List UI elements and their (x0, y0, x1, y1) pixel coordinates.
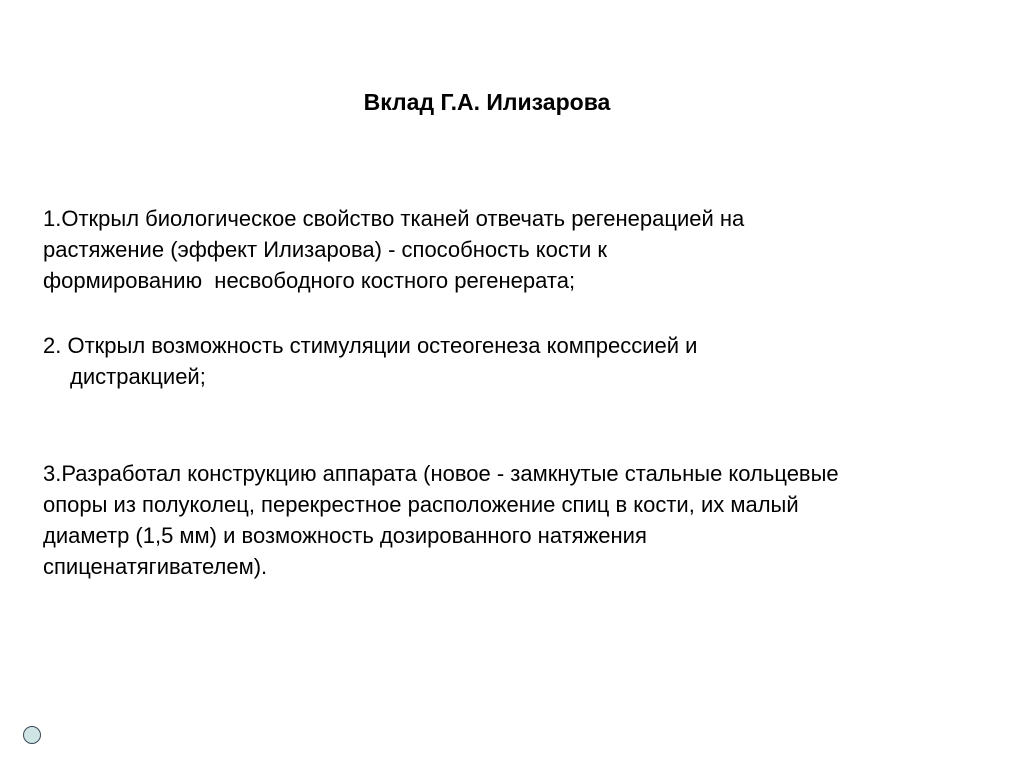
item-2-line: дистракцией; (70, 364, 206, 389)
item-3-line: диаметр (1,5 мм) и возможность дозированного натяжения (43, 523, 647, 548)
item-1-line: растяжение (эффект Илизарова) - способность кости к (43, 237, 608, 262)
item-2 (43, 330, 993, 392)
item-1-line: 1.Открыл биологическое свойство тканей отвечать регенерацией на (43, 206, 745, 231)
slide-title: Вклад Г.А. Илизарова (363, 89, 611, 115)
item-3 (43, 458, 993, 582)
item-1 (43, 203, 993, 296)
item-1-line: формированию несвободного костного регенерата; (43, 268, 576, 293)
item-3-line: опоры из полуколец, перекрестное расположение спиц в кости, их малый (43, 492, 799, 517)
item-2-line: 2. Открыл возможность стимуляции остеогенеза компрессией и (43, 333, 698, 358)
item-3-line: спиценатягивателем). (43, 554, 268, 579)
nav-circle-icon[interactable] (23, 726, 41, 744)
item-3-line: 3.Разработал конструкцию аппарата (новое - замкнутые стальные кольцевые (43, 461, 839, 486)
